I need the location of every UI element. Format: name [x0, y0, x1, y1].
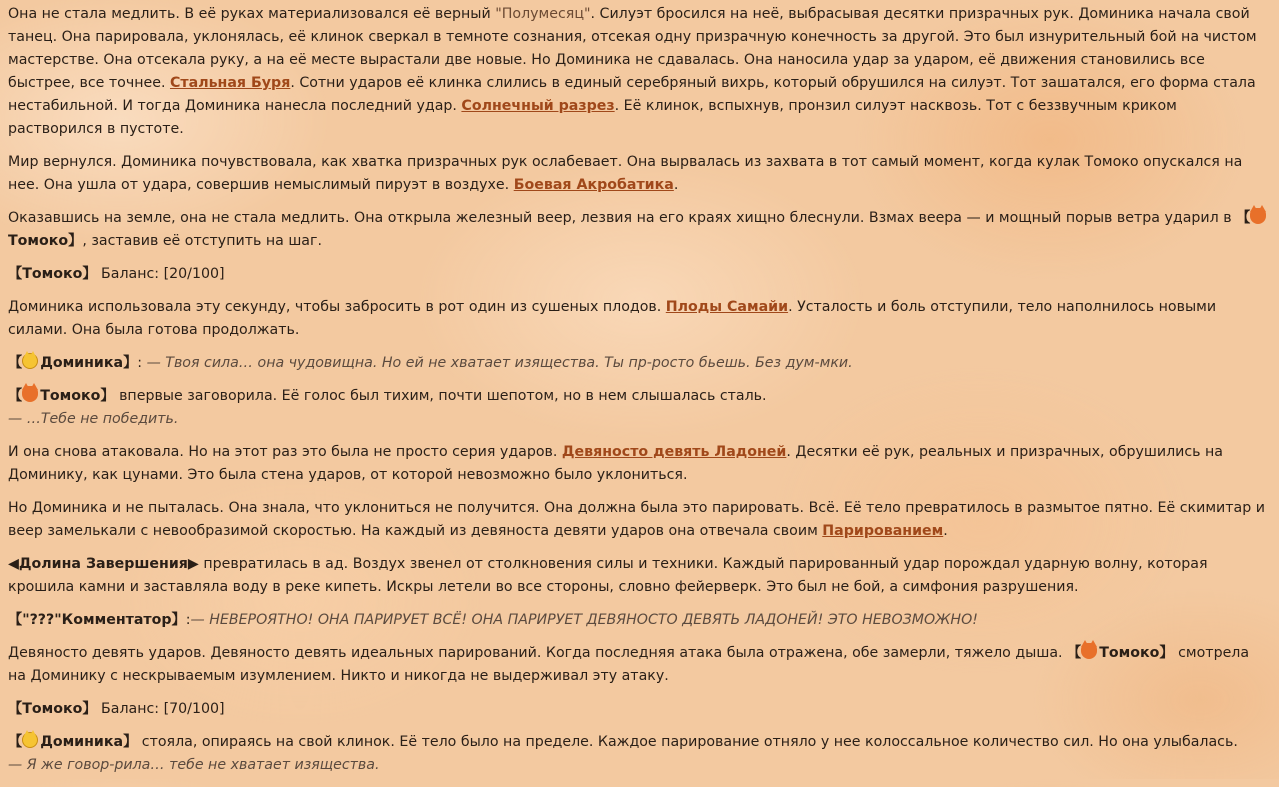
text: , заставив её отступить на шаг.	[82, 233, 322, 249]
story-text	[8, 3, 1270, 787]
bracket-close: 】	[123, 734, 138, 750]
fox-face-icon	[22, 386, 38, 402]
text: Доминика использовала эту секунду, чтобы забросить в рот один из сушеных плодов.	[8, 299, 666, 315]
character-name: Томоко	[8, 233, 69, 249]
text: .	[673, 177, 679, 193]
fox-face-icon	[1081, 643, 1097, 659]
paragraph-14	[8, 731, 1270, 777]
character-tag-tomoko	[1067, 645, 1174, 661]
balance-value: Баланс: [20/100]	[96, 266, 225, 282]
text: стояла, опираясь на свой клинок. Её тело было на пределе. Каждое парирование отняло у нее колоссальное количество сил. Но она улыбалась.	[137, 734, 1238, 750]
paragraph-2	[8, 151, 1270, 197]
dialogue-line: — Твоя сила… она чудовищна. Но ей не хватает изящества. Ты пр-росто бьешь. Без дум-мки.	[146, 355, 853, 371]
paragraph-10	[8, 553, 1270, 599]
character-tag-tomoko	[8, 388, 115, 404]
skill-link-steel-storm[interactable]: Стальная Буря	[169, 75, 291, 91]
text: Она не стала медлить. В её руках материализовался её верный	[8, 6, 496, 22]
fox-face-icon	[1250, 208, 1266, 224]
bracket-open: 【	[8, 734, 23, 750]
paragraph-6	[8, 352, 1270, 375]
weapon-name: "Полумесяц"	[495, 6, 591, 22]
bracket-close: 】	[123, 355, 138, 371]
skill-link-ninety-nine-palms[interactable]: Девяносто девять Ладоней	[561, 444, 787, 460]
text: смотрела на Доминику с нескрываемым изумлением. Никто и никогда не выдерживал эту атаку.	[8, 645, 1250, 684]
text: Но Доминика и не пыталась. Она знала, что уклониться не получится. Она должна была это парировать. Всё. Её тело превратилось в размытое пятно. Её скимитар и веер замелькали с невообразимой скоростью. На каждый из девяноста девяти ударов она отвечала своим	[8, 500, 1265, 539]
bracket-open: 【	[1067, 645, 1082, 661]
text: :	[185, 612, 191, 628]
bracket-open: 【	[8, 388, 23, 404]
paragraph-3	[8, 207, 1270, 253]
character-name: Томоко	[40, 388, 101, 404]
skill-link-solar-slash[interactable]: Солнечный разрез	[461, 98, 615, 114]
bracket-close: 】	[68, 233, 83, 249]
text: Девяносто девять ударов. Девяносто девять идеальных парирований. Когда последняя атака была отражена, обе замерли, тяжело дыша.	[8, 645, 1068, 661]
bracket-open: 【	[1236, 210, 1251, 226]
dialogue-line: — Я же говор-рила… тебе не хватает изящества.	[8, 757, 380, 773]
text: впервые заговорила. Её голос был тихим, почти шепотом, но в нем слышалась сталь.	[114, 388, 767, 404]
character-tag-dominika	[8, 734, 137, 750]
text: превратилась в ад. Воздух звенел от столкновения силы и техники. Каждый парированный удар порождал ударную волну, которая крошила камни и заставляла воду в реке кипеть. Искры летели во все стороны, словно фейерверк. Это был не бой, а симфония разрушения.	[8, 556, 1208, 595]
text: . Силуэт бросился на неё, выбрасывая десятки призрачных рук. Доминика начала свой танец. Она парировала, уклонялась, её клинок сверкал в темноте сознания, отсекая одну призрачную конечность за другой. Это был изнурительный бой на чистом мастерстве. Она отсекала руку, а на её месте вырастали две новые. Но Доминика не сдавалась. Она наносила удар за ударом, её движения становились все быстрее, все точнее.	[8, 6, 1257, 91]
paragraph-12	[8, 642, 1270, 688]
text: . Её клинок, вспыхнув, пронзил силуэт насквозь. Тот с беззвучным криком растворился в пустоте.	[8, 98, 1177, 137]
text: .	[943, 523, 948, 539]
character-name: Томоко	[1099, 645, 1160, 661]
location-tag: ◀Долина Завершения▶	[8, 556, 199, 572]
text: Оказавшись на земле, она не стала медлить. Она открыла железный веер, лезвия на его краях хищно блеснули. Взмах веера — и мощный порыв ветра ударил в	[8, 210, 1237, 226]
paragraph-8	[8, 441, 1270, 487]
skill-link-parry[interactable]: Парированием	[822, 523, 944, 539]
paragraph-balance-1	[8, 263, 1270, 286]
cat-face-icon	[22, 353, 38, 369]
dialogue-line: — НЕВЕРОЯТНО! ОНА ПАРИРУЕТ ВСЁ! ОНА ПАРИРУЕТ ДЕВЯНОСТО ДЕВЯТЬ ЛАДОНЕЙ! ЭТО НЕВОЗМОЖНО!	[190, 612, 978, 628]
text: :	[137, 355, 147, 371]
bracket-close: 】	[1159, 645, 1174, 661]
character-tag-tomoko: 【Томоко】	[8, 266, 97, 282]
skill-link-combat-acrobatics[interactable]: Боевая Акробатика	[513, 177, 674, 193]
balance-value: Баланс: [70/100]	[96, 701, 225, 717]
paragraph-7	[8, 385, 1270, 431]
character-tag-commentator: 【"???"Комментатор】	[8, 612, 186, 628]
text: . Сотни ударов её клинка слились в единый серебряный вихрь, который обрушился на силуэт. Тот зашатался, его форма стала нестабильной. И тогда Доминика нанесла последний удар.	[8, 75, 1256, 114]
paragraph-balance-2	[8, 698, 1270, 721]
character-tag-dominika	[8, 355, 137, 371]
character-name: Доминика	[40, 355, 124, 371]
paragraph-9	[8, 497, 1270, 543]
dialogue-line: — …Тебе не победить.	[8, 411, 179, 427]
text: Мир вернулся. Доминика почувствовала, как хватка призрачных рук ослабевает. Она вырвалась из захвата в тот самый момент, когда кулак Томоко опускался на нее. Она ушла от удара, совершив немыслимый пируэт в воздухе.	[8, 154, 1243, 193]
text: . Усталость и боль отступили, тело наполнилось новыми силами. Она была готова продолжать.	[8, 299, 1217, 338]
text: И она снова атаковала. Но на этот раз это была не просто серия ударов.	[8, 444, 562, 460]
paragraph-1	[8, 3, 1270, 141]
character-tag-tomoko: 【Томоко】	[8, 701, 97, 717]
paragraph-5	[8, 296, 1270, 342]
text: . Десятки её рук, реальных и призрачных, обрушились на Доминику, как цунами. Это была стена ударов, от которой невозможно было уклониться.	[8, 444, 1224, 483]
character-name: Доминика	[40, 734, 124, 750]
paragraph-11	[8, 609, 1270, 632]
cat-face-icon	[22, 732, 38, 748]
bracket-close: 】	[100, 388, 115, 404]
bracket-open: 【	[8, 355, 23, 371]
item-link-samaya-fruits[interactable]: Плоды Самайи	[665, 299, 789, 315]
